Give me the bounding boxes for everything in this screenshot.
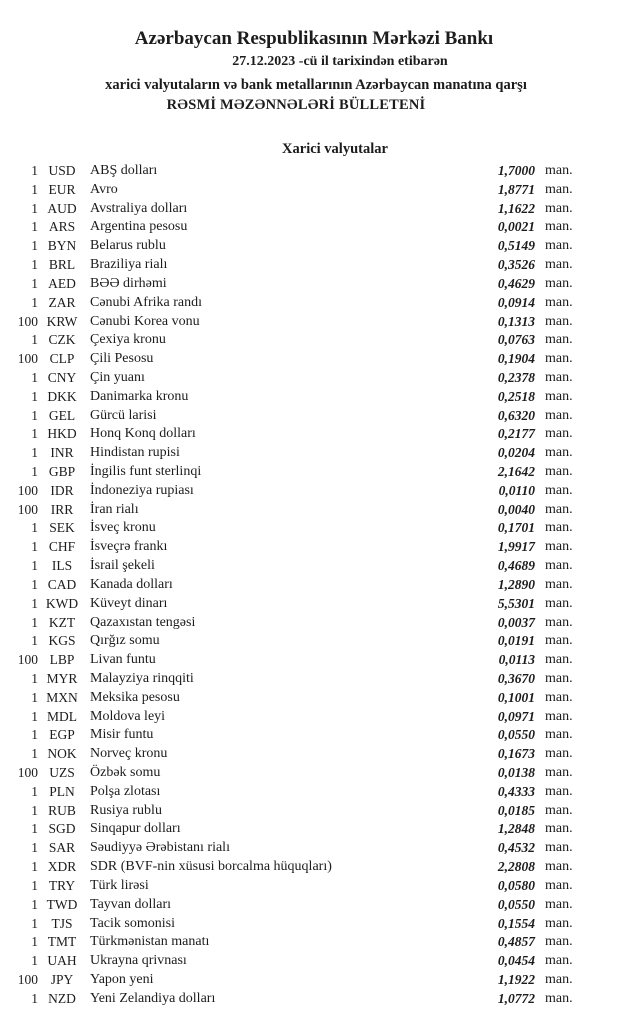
row-quantity: 1 — [31, 915, 38, 931]
row-unit-label: man. — [545, 407, 573, 423]
row-rate: 0,5149 — [497, 238, 535, 254]
row-quantity: 100 — [17, 971, 38, 987]
row-currency-name: Danimarka kronu — [90, 388, 189, 404]
table-row — [0, 200, 620, 219]
row-quantity: 1 — [31, 464, 38, 479]
row-currency-code: TMT — [47, 934, 77, 950]
row-currency-code: XDR — [47, 859, 77, 875]
row-currency-code: KGS — [48, 633, 76, 649]
table-row — [0, 745, 620, 764]
row-currency-name: Argentina pesosu — [90, 219, 188, 235]
row-rate: 0,0110 — [498, 482, 535, 498]
row-currency-code: IRR — [50, 501, 74, 517]
row-currency-name: Səudiyyə Ərəbistanı rialı — [90, 840, 230, 856]
row-currency-name: Qırğız somu — [90, 633, 160, 649]
row-currency-name: Malayziya rinqqiti — [90, 670, 194, 686]
row-currency-name: İsveç kronu — [90, 520, 156, 536]
row-currency-name: İsveçrə frankı — [90, 539, 168, 555]
row-quantity: 100 — [17, 501, 38, 517]
row-currency-code: IDR — [50, 482, 74, 498]
table-row — [0, 313, 620, 332]
row-currency-name: Hindistan rupisi — [90, 445, 180, 461]
table-row — [0, 331, 620, 350]
row-currency-name: Yeni Zelandiya dolları — [90, 990, 216, 1006]
table-row — [0, 538, 620, 557]
row-currency-name: Sinqapur dolları — [90, 821, 181, 837]
row-currency-name: Küveyt dinarı — [90, 595, 168, 611]
row-rate: 0,0138 — [497, 765, 535, 780]
row-rate: 0,2177 — [497, 426, 535, 442]
table-row — [0, 519, 620, 538]
table-row — [0, 783, 620, 802]
row-rate: 1,7000 — [497, 163, 535, 178]
row-currency-code: GEL — [48, 407, 76, 423]
row-unit-label: man. — [545, 765, 573, 780]
row-currency-code: NZD — [48, 990, 76, 1006]
row-unit-label: man. — [545, 971, 573, 987]
row-quantity: 1 — [31, 558, 38, 574]
table-row — [0, 369, 620, 388]
table-row — [0, 463, 620, 482]
row-rate: 0,1701 — [497, 520, 535, 536]
row-currency-code: CNY — [47, 369, 77, 385]
table-row — [0, 689, 620, 708]
row-currency-code: GBP — [48, 464, 76, 479]
row-unit-label: man. — [545, 934, 573, 950]
row-currency-code: UAH — [47, 953, 77, 969]
row-currency-code: AED — [48, 275, 76, 291]
row-unit-label: man. — [545, 821, 573, 837]
row-unit-label: man. — [545, 859, 573, 875]
row-unit-label: man. — [545, 313, 573, 329]
table-row — [0, 444, 620, 463]
row-currency-name: SDR (BVF-nin xüsusi borcalma hüquqları) — [90, 859, 332, 875]
row-currency-name: Rusiya rublu — [90, 802, 162, 818]
row-currency-name: İngilis funt sterlinqi — [90, 464, 202, 479]
row-rate: 0,0204 — [497, 445, 535, 461]
row-rate: 0,4333 — [497, 783, 535, 799]
row-unit-label: man. — [545, 257, 573, 273]
row-unit-label: man. — [545, 990, 573, 1006]
row-quantity: 1 — [31, 896, 38, 912]
row-unit-label: man. — [545, 558, 573, 574]
row-currency-code: INR — [50, 445, 74, 461]
table-row — [0, 896, 620, 915]
table-row — [0, 708, 620, 727]
row-quantity: 1 — [31, 238, 38, 254]
table-row — [0, 670, 620, 689]
row-unit-label: man. — [545, 595, 573, 611]
table-row — [0, 576, 620, 595]
row-rate: 0,4532 — [497, 840, 535, 856]
row-quantity: 1 — [31, 633, 38, 649]
row-quantity: 1 — [31, 200, 38, 216]
row-currency-code: NOK — [47, 746, 77, 762]
table-row — [0, 557, 620, 576]
row-unit-label: man. — [545, 388, 573, 404]
row-unit-label: man. — [545, 501, 573, 517]
row-quantity: 1 — [31, 294, 38, 310]
table-row — [0, 877, 620, 896]
row-rate: 0,4629 — [497, 275, 535, 291]
row-currency-name: Türk lirəsi — [90, 877, 149, 893]
row-rate: 0,4857 — [497, 934, 535, 950]
row-currency-code: CLP — [49, 351, 75, 367]
row-currency-code: HKD — [47, 426, 77, 442]
row-quantity: 1 — [31, 407, 38, 423]
row-quantity: 1 — [31, 840, 38, 856]
table-row — [0, 990, 620, 1009]
table-row — [0, 237, 620, 256]
row-rate: 0,1001 — [497, 689, 535, 705]
row-unit-label: man. — [545, 727, 573, 743]
bank-name-title: Azərbaycan Respublikasının Mərkəzi Bankı — [134, 28, 494, 49]
table-row — [0, 802, 620, 821]
row-quantity: 1 — [31, 821, 38, 837]
row-currency-name: Belarus rublu — [90, 238, 166, 254]
row-unit-label: man. — [545, 464, 573, 479]
row-unit-label: man. — [545, 520, 573, 536]
row-currency-name: Braziliya rialı — [90, 257, 168, 273]
row-rate: 1,0772 — [497, 990, 535, 1006]
row-currency-name: Norveç kronu — [90, 746, 168, 762]
row-rate: 0,0113 — [498, 652, 535, 668]
row-quantity: 1 — [31, 934, 38, 950]
row-currency-name: Polşa zlotası — [90, 783, 161, 799]
row-currency-code: MYR — [46, 670, 78, 686]
row-quantity: 1 — [31, 953, 38, 969]
row-currency-name: Çili Pesosu — [90, 351, 154, 367]
row-rate: 0,2378 — [497, 369, 535, 385]
row-unit-label: man. — [545, 633, 573, 649]
row-unit-label: man. — [545, 539, 573, 555]
row-rate: 1,2848 — [497, 821, 535, 837]
row-currency-code: EUR — [48, 181, 76, 197]
row-quantity: 1 — [31, 445, 38, 461]
row-currency-name: İsrail şekeli — [90, 558, 155, 574]
row-currency-name: Moldova leyi — [90, 708, 166, 724]
row-unit-label: man. — [545, 840, 573, 856]
row-unit-label: man. — [545, 238, 573, 254]
row-currency-code: USD — [48, 163, 76, 178]
table-row — [0, 614, 620, 633]
row-currency-code: TWD — [46, 896, 78, 912]
row-rate: 0,0550 — [497, 727, 535, 743]
row-rate: 2,1642 — [497, 464, 535, 479]
row-currency-name: Özbək somu — [90, 765, 161, 780]
row-quantity: 100 — [17, 765, 38, 780]
row-currency-name: Livan funtu — [90, 652, 156, 668]
row-rate: 0,0914 — [497, 294, 535, 310]
row-unit-label: man. — [545, 445, 573, 461]
row-currency-name: Cənubi Korea vonu — [90, 313, 200, 329]
row-unit-label: man. — [545, 426, 573, 442]
row-currency-name: Avstraliya dolları — [90, 200, 188, 216]
row-currency-name: Gürcü larisi — [90, 407, 157, 423]
row-rate: 0,0040 — [497, 501, 535, 517]
table-row — [0, 764, 620, 783]
row-quantity: 1 — [31, 859, 38, 875]
section-title-foreign-currencies: Xarici valyutalar — [282, 141, 388, 157]
row-rate: 0,0580 — [497, 877, 535, 893]
row-rate: 1,1922 — [497, 971, 535, 987]
row-quantity: 100 — [17, 351, 38, 367]
row-currency-name: Avro — [90, 181, 118, 197]
row-rate: 1,2890 — [497, 576, 535, 592]
row-quantity: 1 — [31, 708, 38, 724]
table-row — [0, 820, 620, 839]
row-quantity: 1 — [31, 783, 38, 799]
row-quantity: 1 — [31, 802, 38, 818]
row-unit-label: man. — [545, 576, 573, 592]
row-currency-name: Türkmənistan manatı — [90, 934, 210, 950]
row-currency-code: BYN — [47, 238, 77, 254]
row-quantity: 1 — [31, 990, 38, 1006]
table-row — [0, 425, 620, 444]
row-unit-label: man. — [545, 369, 573, 385]
row-rate: 0,3670 — [497, 670, 535, 686]
row-rate: 0,3526 — [497, 257, 535, 273]
row-currency-code: ILS — [51, 558, 73, 574]
row-currency-code: CAD — [47, 576, 77, 592]
table-row — [0, 181, 620, 200]
row-unit-label: man. — [545, 652, 573, 668]
table-row — [0, 595, 620, 614]
row-rate: 0,4689 — [497, 558, 535, 574]
row-rate: 0,2518 — [497, 388, 535, 404]
row-currency-code: EGP — [49, 727, 75, 743]
row-quantity: 100 — [17, 482, 38, 498]
row-quantity: 1 — [31, 163, 38, 178]
row-quantity: 1 — [31, 219, 38, 235]
table-row — [0, 726, 620, 745]
row-quantity: 100 — [17, 652, 38, 668]
row-currency-name: Qazaxıstan tengəsi — [90, 614, 196, 630]
row-currency-code: MDL — [47, 708, 77, 724]
row-currency-code: KWD — [45, 595, 79, 611]
row-unit-label: man. — [545, 670, 573, 686]
row-unit-label: man. — [545, 200, 573, 216]
row-unit-label: man. — [545, 294, 573, 310]
row-currency-name: Yapon yeni — [90, 971, 154, 987]
table-row — [0, 218, 620, 237]
table-row — [0, 162, 620, 181]
row-unit-label: man. — [545, 181, 573, 197]
row-rate: 1,1622 — [497, 200, 535, 216]
row-quantity: 1 — [31, 576, 38, 592]
row-rate: 0,6320 — [497, 407, 535, 423]
row-unit-label: man. — [545, 896, 573, 912]
table-row — [0, 256, 620, 275]
row-currency-code: LBP — [49, 652, 75, 668]
row-rate: 2,2808 — [497, 859, 535, 875]
row-quantity: 1 — [31, 614, 38, 630]
row-unit-label: man. — [545, 915, 573, 931]
row-rate: 0,0454 — [497, 953, 535, 969]
table-row — [0, 915, 620, 934]
table-row — [0, 407, 620, 426]
table-row — [0, 858, 620, 877]
row-rate: 0,0763 — [497, 332, 535, 348]
row-currency-code: PLN — [49, 783, 75, 799]
row-currency-code: DKK — [47, 388, 77, 404]
row-currency-name: Çin yuanı — [90, 369, 145, 385]
row-quantity: 1 — [31, 539, 38, 555]
row-unit-label: man. — [545, 219, 573, 235]
row-rate: 0,0971 — [497, 708, 535, 724]
row-currency-code: JPY — [50, 971, 74, 987]
table-row — [0, 651, 620, 670]
row-currency-code: AUD — [47, 200, 77, 216]
row-currency-code: UZS — [49, 765, 75, 780]
row-quantity: 1 — [31, 332, 38, 348]
row-quantity: 1 — [31, 275, 38, 291]
row-rate: 0,0550 — [497, 896, 535, 912]
row-quantity: 1 — [31, 746, 38, 762]
row-unit-label: man. — [545, 783, 573, 799]
row-unit-label: man. — [545, 689, 573, 705]
row-quantity: 1 — [31, 388, 38, 404]
row-currency-code: ZAR — [48, 294, 76, 310]
row-currency-name: İndoneziya rupiası — [90, 482, 194, 498]
table-row — [0, 482, 620, 501]
row-currency-code: SAR — [48, 840, 76, 856]
row-currency-name: Çexiya kronu — [90, 332, 166, 348]
row-quantity: 100 — [17, 313, 38, 329]
row-rate: 0,0037 — [497, 614, 535, 630]
row-unit-label: man. — [545, 163, 573, 178]
row-quantity: 1 — [31, 670, 38, 686]
row-unit-label: man. — [545, 332, 573, 348]
row-unit-label: man. — [545, 614, 573, 630]
row-quantity: 1 — [31, 181, 38, 197]
row-currency-code: CHF — [48, 539, 76, 555]
row-currency-name: Cənubi Afrika randı — [90, 294, 202, 310]
table-row — [0, 501, 620, 520]
row-rate: 0,0191 — [497, 633, 535, 649]
row-unit-label: man. — [545, 802, 573, 818]
row-currency-code: CZK — [48, 332, 76, 348]
row-unit-label: man. — [545, 953, 573, 969]
row-currency-code: KZT — [48, 614, 76, 630]
table-row — [0, 933, 620, 952]
table-row — [0, 632, 620, 651]
row-rate: 0,0185 — [497, 802, 535, 818]
row-quantity: 1 — [31, 520, 38, 536]
row-quantity: 1 — [31, 689, 38, 705]
row-unit-label: man. — [545, 746, 573, 762]
table-row — [0, 275, 620, 294]
table-row — [0, 952, 620, 971]
row-currency-name: Misir funtu — [90, 727, 154, 743]
row-rate: 0,1673 — [497, 746, 535, 762]
row-rate: 1,8771 — [497, 181, 535, 197]
row-rate: 1,9917 — [497, 539, 535, 555]
row-currency-code: SGD — [48, 821, 76, 837]
row-currency-name: Kanada dolları — [90, 576, 173, 592]
bulletin-subject-line: xarici valyutaların və bank metallarının Azərbaycan manatına qarşı — [105, 77, 527, 93]
table-row — [0, 839, 620, 858]
row-unit-label: man. — [545, 877, 573, 893]
rates-table — [0, 162, 620, 1009]
row-quantity: 1 — [31, 426, 38, 442]
row-currency-code: TJS — [51, 915, 73, 931]
row-currency-code: MXN — [46, 689, 78, 705]
row-currency-name: Tayvan dolları — [90, 896, 172, 912]
row-unit-label: man. — [545, 482, 573, 498]
row-currency-code: ARS — [48, 219, 76, 235]
row-rate: 0,1904 — [497, 351, 535, 367]
row-unit-label: man. — [545, 275, 573, 291]
row-currency-code: TRY — [48, 877, 76, 893]
row-currency-name: İran rialı — [90, 501, 139, 517]
row-currency-name: ABŞ dolları — [90, 163, 158, 178]
row-quantity: 1 — [31, 727, 38, 743]
effective-date-line: 27.12.2023 -cü il tarixindən etibarən — [232, 54, 448, 69]
table-row — [0, 971, 620, 990]
row-currency-code: KRW — [46, 313, 78, 329]
row-rate: 0,0021 — [497, 219, 535, 235]
row-currency-name: Honq Konq dolları — [90, 426, 196, 442]
row-unit-label: man. — [545, 708, 573, 724]
row-unit-label: man. — [545, 351, 573, 367]
row-currency-name: Meksika pesosu — [90, 689, 180, 705]
row-rate: 5,5301 — [497, 595, 535, 611]
row-currency-code: SEK — [49, 520, 75, 536]
row-currency-code: BRL — [48, 257, 76, 273]
row-rate: 0,1554 — [497, 915, 535, 931]
row-quantity: 1 — [31, 595, 38, 611]
bulletin-title: RƏSMİ MƏZƏNNƏLƏRİ BÜLLETENİ — [166, 97, 426, 113]
table-row — [0, 388, 620, 407]
table-row — [0, 350, 620, 369]
row-quantity: 1 — [31, 369, 38, 385]
row-currency-code: RUB — [48, 802, 76, 818]
row-quantity: 1 — [31, 257, 38, 273]
table-row — [0, 294, 620, 313]
row-quantity: 1 — [31, 877, 38, 893]
row-currency-name: BƏƏ dirhəmi — [90, 275, 167, 291]
row-currency-name: Ukrayna qrivnası — [90, 953, 187, 969]
row-currency-name: Tacik somonisi — [90, 915, 175, 931]
row-rate: 0,1313 — [497, 313, 535, 329]
